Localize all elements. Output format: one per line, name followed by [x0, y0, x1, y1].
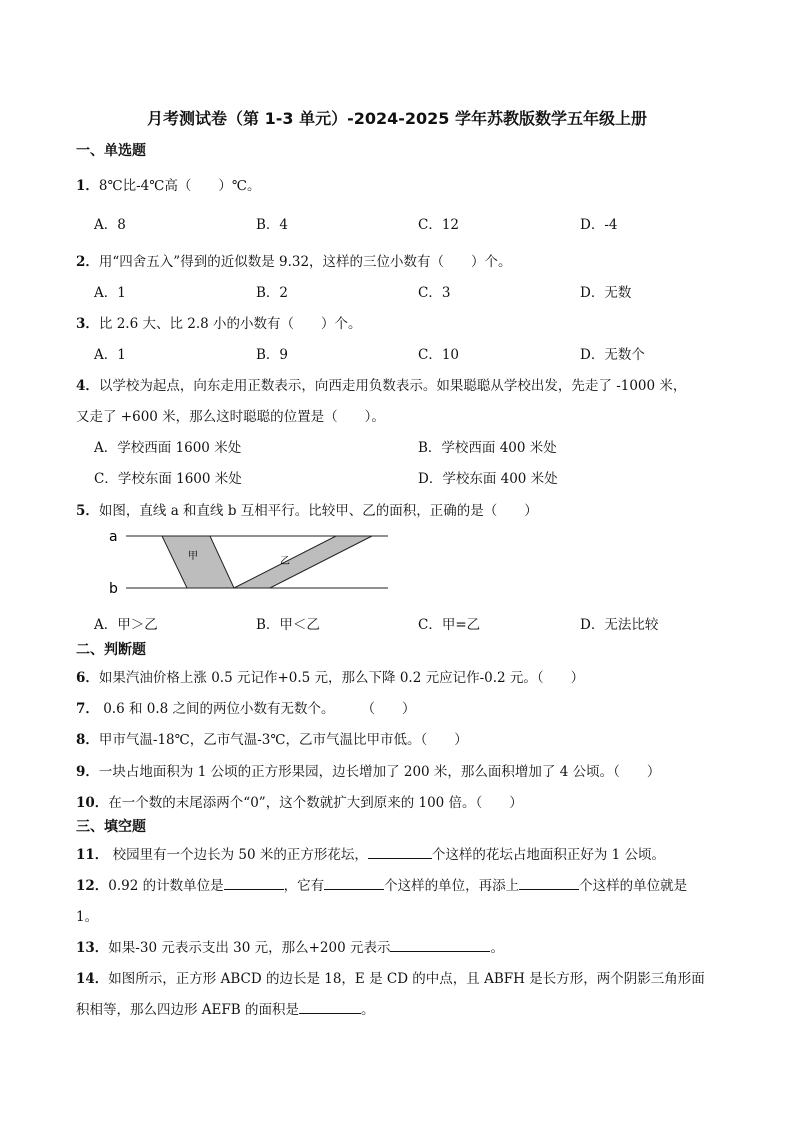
question-number: 12．: [76, 878, 109, 894]
parallel-lines-figure: [100, 522, 395, 598]
option-d: D．无数: [580, 285, 632, 301]
question-number: 6．: [76, 670, 99, 686]
question-9: [76, 760, 660, 780]
question-4: [76, 374, 686, 394]
question-number: 4．: [76, 378, 99, 394]
question-11: [76, 843, 665, 863]
question-8: [76, 728, 468, 748]
question-text: 0.92 的计数单位是: [108, 878, 224, 894]
question-5: [76, 499, 538, 519]
question-number: 9．: [76, 764, 99, 780]
answer-blank[interactable]: [368, 845, 432, 859]
question-number: 11．: [76, 847, 109, 863]
shape-yi: [234, 536, 372, 588]
question-14-line-2: [76, 998, 374, 1018]
question-number: 3．: [76, 316, 99, 332]
jia-label: 甲: [188, 551, 198, 562]
question-text: 校园里有一个边长为 50 米的正方形花坛，: [108, 847, 368, 863]
question-text: 甲市气温-18℃，乙市气温-3℃，乙市气温比甲市低。（ ）: [98, 732, 468, 748]
question-6: [76, 666, 584, 686]
question-4-line-2: 又走了 +600 米，那么这时聪聪的位置是（ ）。: [76, 409, 385, 425]
option-c: C．10: [418, 347, 460, 363]
question-text: 个这样的单位，再添上: [384, 878, 520, 894]
question-text: 如果汽油价格上涨 0.5 元记作+0.5 元，那么下降 0.2 元应记作-0.2 元。（ ）: [98, 670, 585, 686]
question-1: [76, 174, 260, 194]
question-12-line-2: 1。: [76, 909, 99, 925]
question-number: 14．: [76, 971, 109, 987]
option-d: D．无法比较: [580, 617, 659, 633]
question-text: 8℃比-4℃高（ ）℃。: [98, 178, 261, 194]
question-text: 个这样的花坛占地面积正好为 1 公顷。: [431, 847, 666, 863]
option-d: D．-4: [580, 217, 618, 233]
question-14: [76, 967, 705, 987]
option-b: B．9: [256, 347, 289, 363]
question-number: 10．: [76, 795, 109, 811]
question-number: 13．: [76, 940, 109, 956]
section-heading-single-choice: 一、单选题: [76, 143, 146, 159]
shape-jia: [162, 536, 234, 588]
question-7: [76, 697, 416, 717]
option-a: A．1: [94, 347, 126, 363]
question-text: 以学校为起点，向东走用正数表示，向西走用负数表示。如果聪聪从学校出发，先走了 -1000 米，: [98, 378, 687, 394]
question-number: 5．: [76, 503, 99, 519]
question-text: 比 2.6 大、比 2.8 小的小数有（ ）个。: [98, 316, 362, 332]
line-a-label: a: [109, 529, 118, 545]
line-b-label: b: [109, 581, 118, 597]
option-a: A．甲＞乙: [94, 617, 158, 633]
yi-label: 乙: [280, 556, 290, 567]
option-b: B．学校西面 400 米处: [418, 440, 557, 456]
answer-blank[interactable]: [224, 876, 284, 890]
question-text: 一块占地面积为 1 公顷的正方形果园，边长增加了 200 米，那么面积增加了 4 公顷。（ ）: [98, 764, 661, 780]
question-3: [76, 312, 362, 332]
question-text: 如果-30 元表示支出 30 元，那么+200 元表示: [108, 940, 391, 956]
answer-blank[interactable]: [299, 1000, 361, 1014]
question-text: 。: [360, 1002, 375, 1018]
option-a: A．1: [94, 285, 126, 301]
option-d: D．学校东面 400 米处: [418, 471, 558, 487]
question-text: 如图，直线 a 和直线 b 互相平行。比较甲、乙的面积，正确的是（ ）: [98, 503, 538, 519]
question-number: 1．: [76, 178, 99, 194]
option-a: A．学校西面 1600 米处: [94, 440, 242, 456]
option-c: C．学校东面 1600 米处: [94, 471, 242, 487]
answer-blank[interactable]: [324, 876, 384, 890]
question-text: 用“四舍五入”得到的近似数是 9.32，这样的三位小数有（ ）个。: [98, 254, 512, 270]
option-c: C．12: [418, 217, 460, 233]
option-a: A．8: [94, 217, 126, 233]
question-text: 在一个数的末尾添两个“0”，这个数就扩大到原来的 100 倍。（ ）: [108, 795, 523, 811]
question-2: [76, 250, 512, 270]
question-number: 2．: [76, 254, 99, 270]
answer-blank[interactable]: [390, 938, 490, 952]
option-b: B．4: [256, 217, 289, 233]
question-text: 积相等，那么四边形 AEFB 的面积是: [76, 1002, 299, 1018]
option-b: B．甲＜乙: [256, 617, 320, 633]
section-heading-fill-blank: 三、填空题: [76, 819, 146, 835]
page-title: 月考测试卷（第 1-3 单元）-2024-2025 学年苏教版数学五年级上册: [147, 109, 647, 128]
question-number: 8．: [76, 732, 99, 748]
question-text: 如图所示，正方形 ABCD 的边长是 18，E 是 CD 的中点，且 ABFH 是长方形，两个阴影三角形面: [108, 971, 705, 987]
answer-blank[interactable]: [519, 876, 579, 890]
question-text: 0.6 和 0.8 之间的两位小数有无数个。 （ ）: [98, 701, 416, 717]
option-b: B．2: [256, 285, 289, 301]
question-10: [76, 791, 523, 811]
question-text: 个这样的单位就是: [579, 878, 688, 894]
question-13: [76, 936, 504, 956]
option-c: C．3: [418, 285, 451, 301]
section-heading-true-false: 二、判断题: [76, 642, 146, 658]
question-12: [76, 874, 687, 894]
question-text: 。: [490, 940, 504, 956]
option-d: D．无数个: [580, 347, 645, 363]
question-number: 7．: [76, 701, 99, 717]
question-text: ，它有: [283, 878, 325, 894]
option-c: C．甲=乙: [418, 617, 481, 633]
